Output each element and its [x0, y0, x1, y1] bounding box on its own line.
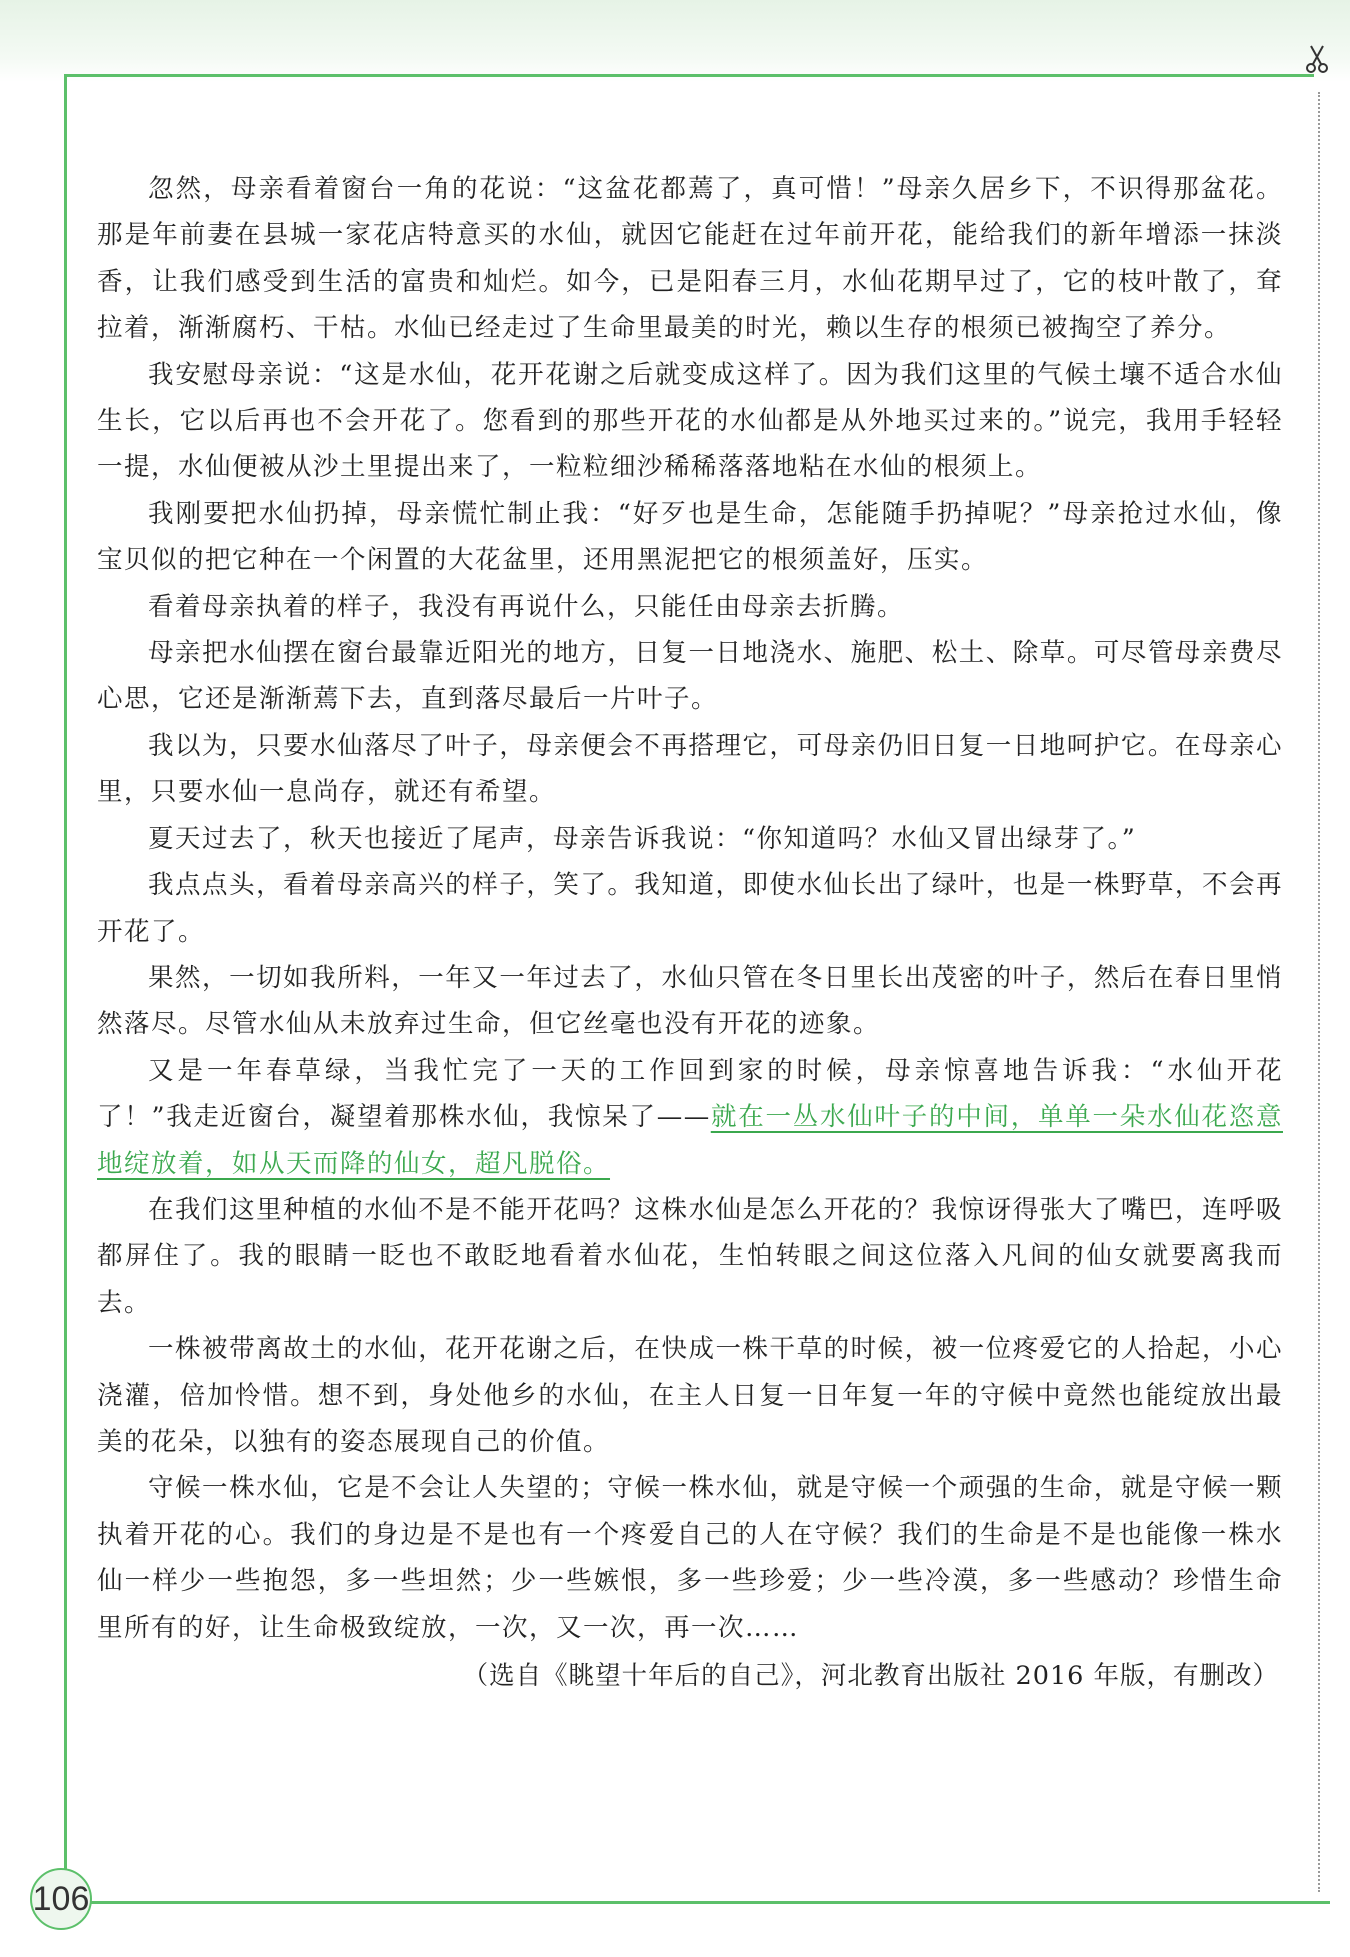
scissors-icon — [1302, 44, 1332, 74]
highlighted-sentence: 就在一丛水仙叶子的中间，单单一朵水仙花恣意地绽放着，如从天而降的仙女，超凡脱俗。 — [97, 1102, 1283, 1179]
article-body — [97, 166, 1283, 1699]
page-number: 106 — [30, 1868, 92, 1930]
paragraph-2: 我安慰母亲说：“这是水仙，花开花谢之后就变成这样了。因为我们这里的气候土壤不适合水仙生长，它以后再也不会开花了。您看到的那些开花的水仙都是从外地买过来的。”说完，我用手轻轻一提，水仙便被从沙土里提出来了，一粒粒细沙稀稀落落地粘在水仙的根须上。 — [97, 359, 1283, 483]
paragraph-5: 母亲把水仙摆在窗台最靠近阳光的地方，日复一日地浇水、施肥、松土、除草。可尽管母亲费尽心思，它还是渐渐蔫下去，直到落尽最后一片叶子。 — [97, 638, 1283, 715]
paragraph-6: 我以为，只要水仙落尽了叶子，母亲便会不再搭理它，可母亲仍旧日复一日地呵护它。在母亲心里，只要水仙一息尚存，就还有希望。 — [97, 730, 1283, 808]
cut-line — [1318, 92, 1320, 1892]
paragraph-3: 我刚要把水仙扔掉，母亲慌忙制止我：“好歹也是生命，怎能随手扔掉呢？”母亲抢过水仙，像宝贝似的把它种在一个闲置的大花盆里，还用黑泥把它的根须盖好，压实。 — [97, 498, 1283, 576]
paragraph-10-text: 又是一年春草绿，当我忙完了一天的工作回到家的时候，母亲惊喜地告诉我：“水仙开花了！”我走近窗台，凝望着那株水仙，我惊呆了—— — [97, 1055, 1283, 1133]
bottom-rule — [64, 1901, 1330, 1904]
paragraph-12: 一株被带离故土的水仙，花开花谢之后，在快成一株干草的时候，被一位疼爱它的人拾起，小心浇灌，倍加怜惜。想不到，身处他乡的水仙，在主人日复一日年复一年的守候中竟然也能绽放出最美的花朵，以独有的姿态展现自己的价值。 — [97, 1334, 1283, 1457]
paragraph-7: 夏天过去了，秋天也接近了尾声，母亲告诉我说：“你知道吗？水仙又冒出绿芽了。” — [148, 823, 1137, 854]
paragraph-13: 守候一株水仙，它是不会让人失望的；守候一株水仙，就是守候一个顽强的生命，就是守候一颗执着开花的心。我们的身边是不是也有一个疼爱自己的人在守候？我们的生命是不是也能像一株水仙一样少一些抱怨，多一些坦然；少一些嫉恨，多一些珍爱；少一些冷漠，多一些感动？珍惜生命里所有的好，让生命极致绽放，一次，又一次，再一次…… — [97, 1473, 1283, 1643]
paragraph-9: 果然，一切如我所料，一年又一年过去了，水仙只管在冬日里长出茂密的叶子，然后在春日里悄然落尽。尽管水仙从未放弃过生命，但它丝毫也没有开花的迹象。 — [97, 962, 1283, 1040]
paragraph-11: 在我们这里种植的水仙不是不能开花吗？这株水仙是怎么开花的？我惊讶得张大了嘴巴，连呼吸都屏住了。我的眼睛一眨也不敢眨地看着水仙花，生怕转眼之间这位落入凡间的仙女就要离我而去。 — [97, 1194, 1283, 1318]
paragraph-4: 看着母亲执着的样子，我没有再说什么，只能任由母亲去折腾。 — [148, 591, 905, 622]
paragraph-8: 我点点头，看着母亲高兴的样子，笑了。我知道，即使水仙长出了绿叶，也是一株野草，不会再开花了。 — [97, 870, 1283, 947]
source-citation: （选自《眺望十年后的自己》，河北教育出版社 2016 年版，有删改） — [462, 1661, 1279, 1691]
paragraph-1: 忽然，母亲看着窗台一角的花说：“这盆花都蔫了，真可惜！”母亲久居乡下，不识得那盆花。那是年前妻在县城一家花店特意买的水仙，就因它能赶在过年前开花，能给我们的新年增添一抹淡香，让我们感受到生活的富贵和灿烂。如今，已是阳春三月，水仙花期早过了，它的枝叶散了，耷拉着，渐渐腐朽、干枯。水仙已经走过了生命里最美的时光，赖以生存的根须已被掏空了养分。 — [97, 174, 1283, 344]
header-tint — [0, 0, 1350, 82]
paragraph-10 — [97, 1048, 1283, 1187]
